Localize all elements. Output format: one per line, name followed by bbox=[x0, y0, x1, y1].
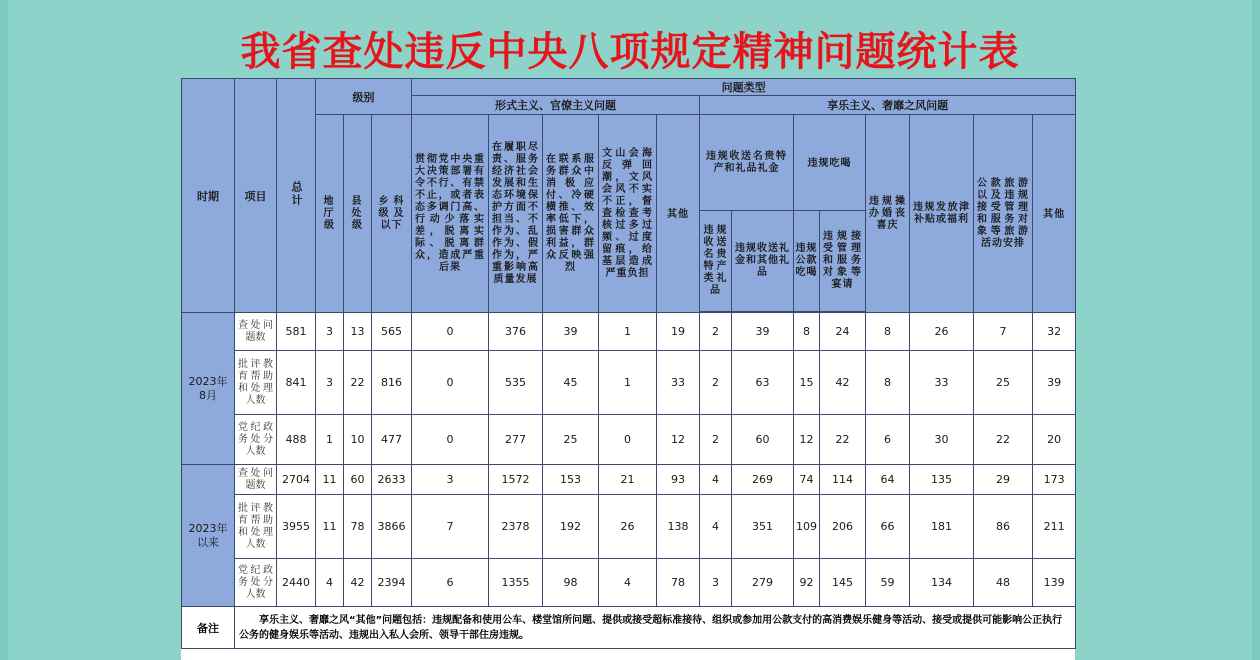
cell: 48 bbox=[974, 559, 1033, 607]
cell: 21 bbox=[599, 465, 657, 495]
cell: 29 bbox=[974, 465, 1033, 495]
cell: 134 bbox=[910, 559, 974, 607]
cell: 841 bbox=[277, 351, 316, 415]
cell: 4 bbox=[700, 465, 732, 495]
cell: 173 bbox=[1033, 465, 1076, 495]
table-row bbox=[182, 313, 1076, 351]
cell: 206 bbox=[820, 495, 866, 559]
left-edge-band bbox=[0, 0, 8, 660]
cell: 351 bbox=[732, 495, 794, 559]
cell: 33 bbox=[657, 351, 700, 415]
cell: 98 bbox=[543, 559, 599, 607]
row-item: 查处问题数 bbox=[235, 313, 277, 351]
cell: 2378 bbox=[489, 495, 543, 559]
cell: 8 bbox=[794, 313, 820, 351]
cell: 3 bbox=[700, 559, 732, 607]
cell: 3 bbox=[316, 351, 344, 415]
cell: 39 bbox=[1033, 351, 1076, 415]
cell: 2 bbox=[700, 415, 732, 465]
cell: 2440 bbox=[277, 559, 316, 607]
cell: 4 bbox=[700, 495, 732, 559]
cell: 565 bbox=[372, 313, 412, 351]
cell: 2 bbox=[700, 351, 732, 415]
cell: 60 bbox=[732, 415, 794, 465]
notes-row bbox=[182, 607, 1076, 649]
header-c9: 违规接受管理和服务对象等宴请 bbox=[820, 211, 866, 312]
cell: 39 bbox=[732, 313, 794, 351]
page-title: 我省查处违反中央八项规定精神问题统计表 bbox=[240, 29, 1020, 75]
cell: 2633 bbox=[372, 465, 412, 495]
cell: 11 bbox=[316, 465, 344, 495]
cell: 11 bbox=[316, 495, 344, 559]
header-period: 时期 bbox=[182, 79, 235, 313]
header-level-township: 乡科级及以下 bbox=[372, 115, 412, 313]
cell: 4 bbox=[316, 559, 344, 607]
cell: 13 bbox=[344, 313, 372, 351]
cell: 22 bbox=[820, 415, 866, 465]
cell: 1 bbox=[599, 313, 657, 351]
cell: 2394 bbox=[372, 559, 412, 607]
cell: 0 bbox=[412, 415, 489, 465]
cell: 7 bbox=[974, 313, 1033, 351]
cell: 10 bbox=[344, 415, 372, 465]
row-item: 查处问题数 bbox=[235, 465, 277, 495]
row-item: 党纪政务处分人数 bbox=[235, 559, 277, 607]
cell: 12 bbox=[794, 415, 820, 465]
cell: 0 bbox=[412, 313, 489, 351]
notes-label: 备注 bbox=[182, 607, 235, 649]
cell: 42 bbox=[344, 559, 372, 607]
cell: 4 bbox=[599, 559, 657, 607]
header-level: 级别 bbox=[316, 79, 412, 115]
cell: 277 bbox=[489, 415, 543, 465]
cell: 26 bbox=[599, 495, 657, 559]
cell: 15 bbox=[794, 351, 820, 415]
cell: 60 bbox=[344, 465, 372, 495]
header-c4: 文山会海反弹回潮，文风会风不实不正，督查检查考核过多过频、过度留痕，给基层造成严重负担 bbox=[599, 115, 657, 313]
cell: 25 bbox=[543, 415, 599, 465]
cell: 6 bbox=[866, 415, 910, 465]
cell: 3 bbox=[412, 465, 489, 495]
cell: 92 bbox=[794, 559, 820, 607]
table-row bbox=[182, 559, 1076, 607]
cell: 8 bbox=[866, 313, 910, 351]
header-c12: 公款旅游以及违规接受管理和服务对象等旅游活动安排 bbox=[974, 115, 1033, 313]
cell: 581 bbox=[277, 313, 316, 351]
cell: 269 bbox=[732, 465, 794, 495]
header-c8: 违规公款吃喝 bbox=[794, 211, 820, 312]
cell: 1 bbox=[599, 351, 657, 415]
cell: 279 bbox=[732, 559, 794, 607]
table-row bbox=[182, 415, 1076, 465]
cell: 145 bbox=[820, 559, 866, 607]
cell: 181 bbox=[910, 495, 974, 559]
header-c1: 贯彻党中央重大决策部署有令不行、有禁不止，或者表态多调门高、行动少落实差，脱离实际、脱离群众，造成严重后果 bbox=[412, 115, 489, 313]
cell: 26 bbox=[910, 313, 974, 351]
cell: 0 bbox=[412, 351, 489, 415]
cell: 20 bbox=[1033, 415, 1076, 465]
header-hedonism-group: 享乐主义、奢靡之风问题 bbox=[700, 96, 1076, 115]
cell: 39 bbox=[543, 313, 599, 351]
header-c7: 违规收送礼金和其他礼品 bbox=[732, 211, 794, 312]
statistics-table bbox=[181, 78, 1076, 649]
cell: 1355 bbox=[489, 559, 543, 607]
header-formalism-group: 形式主义、官僚主义问题 bbox=[412, 96, 700, 115]
cell: 477 bbox=[372, 415, 412, 465]
cell: 64 bbox=[866, 465, 910, 495]
cell: 8 bbox=[866, 351, 910, 415]
header-level-prefecture: 地厅级 bbox=[316, 115, 344, 313]
cell: 211 bbox=[1033, 495, 1076, 559]
cell: 2 bbox=[700, 313, 732, 351]
period-label: 2023年以来 bbox=[182, 465, 235, 607]
table-row bbox=[182, 465, 1076, 495]
cell: 74 bbox=[794, 465, 820, 495]
cell: 376 bbox=[489, 313, 543, 351]
cell: 45 bbox=[543, 351, 599, 415]
header-item: 项目 bbox=[235, 79, 277, 313]
cell: 33 bbox=[910, 351, 974, 415]
cell: 32 bbox=[1033, 313, 1076, 351]
header-level-county: 县处级 bbox=[344, 115, 372, 313]
cell: 109 bbox=[794, 495, 820, 559]
cell: 3 bbox=[316, 313, 344, 351]
cell: 139 bbox=[1033, 559, 1076, 607]
cell: 153 bbox=[543, 465, 599, 495]
cell: 24 bbox=[820, 313, 866, 351]
cell: 19 bbox=[657, 313, 700, 351]
cell: 66 bbox=[866, 495, 910, 559]
cell: 488 bbox=[277, 415, 316, 465]
cell: 114 bbox=[820, 465, 866, 495]
cell: 25 bbox=[974, 351, 1033, 415]
cell: 535 bbox=[489, 351, 543, 415]
cell: 0 bbox=[599, 415, 657, 465]
header-gift-group: 违规收送名贵特产和礼品礼金 bbox=[700, 115, 794, 211]
table-row bbox=[182, 495, 1076, 559]
cell: 816 bbox=[372, 351, 412, 415]
cell: 1 bbox=[316, 415, 344, 465]
cell: 93 bbox=[657, 465, 700, 495]
cell: 59 bbox=[866, 559, 910, 607]
cell: 1572 bbox=[489, 465, 543, 495]
right-edge-band bbox=[1252, 0, 1260, 660]
header-c5: 其他 bbox=[657, 115, 700, 313]
header-c11: 违规发放津补贴或福利 bbox=[910, 115, 974, 313]
row-item: 批评教育帮助和处理人数 bbox=[235, 495, 277, 559]
cell: 6 bbox=[412, 559, 489, 607]
header-c13: 其他 bbox=[1033, 115, 1076, 313]
cell: 42 bbox=[820, 351, 866, 415]
cell: 78 bbox=[657, 559, 700, 607]
period-label: 2023年8月 bbox=[182, 313, 235, 465]
row-item: 党纪政务处分人数 bbox=[235, 415, 277, 465]
cell: 22 bbox=[974, 415, 1033, 465]
header-problem-type: 问题类型 bbox=[412, 79, 1076, 96]
cell: 135 bbox=[910, 465, 974, 495]
notes-text: 享乐主义、奢靡之风“其他”问题包括：违规配备和使用公车、楼堂馆所问题、提供或接受超标准接待、组织或参加用公款支付的高消费娱乐健身等活动、接受或提供可能影响公正执行公务的健身娱乐等活动、违规出入私人会所、领导干部住房违规。 bbox=[235, 607, 1076, 649]
cell: 7 bbox=[412, 495, 489, 559]
cell: 3866 bbox=[372, 495, 412, 559]
cell: 78 bbox=[344, 495, 372, 559]
header-c10: 违规操办婚丧喜庆 bbox=[866, 115, 910, 313]
cell: 63 bbox=[732, 351, 794, 415]
header-c6: 违规收送名贵特产类礼品 bbox=[700, 211, 732, 312]
cell: 138 bbox=[657, 495, 700, 559]
cell: 22 bbox=[344, 351, 372, 415]
header-dining-group: 违规吃喝 bbox=[794, 115, 866, 211]
header-c2: 在履职尽责、服务经济社会发展和生态环境保护方面不担当、不作为、乱作为、假作为，严重影响高质量发展 bbox=[489, 115, 543, 313]
header-c3: 在联系服务群众中消极应付、冷硬横推、效率低下，损害群众利益，群众反映强烈 bbox=[543, 115, 599, 313]
header-total: 总计 bbox=[277, 79, 316, 313]
cell: 12 bbox=[657, 415, 700, 465]
cell: 3955 bbox=[277, 495, 316, 559]
row-item: 批评教育帮助和处理人数 bbox=[235, 351, 277, 415]
table-row bbox=[182, 351, 1076, 415]
cell: 86 bbox=[974, 495, 1033, 559]
cell: 2704 bbox=[277, 465, 316, 495]
cell: 30 bbox=[910, 415, 974, 465]
cell: 192 bbox=[543, 495, 599, 559]
